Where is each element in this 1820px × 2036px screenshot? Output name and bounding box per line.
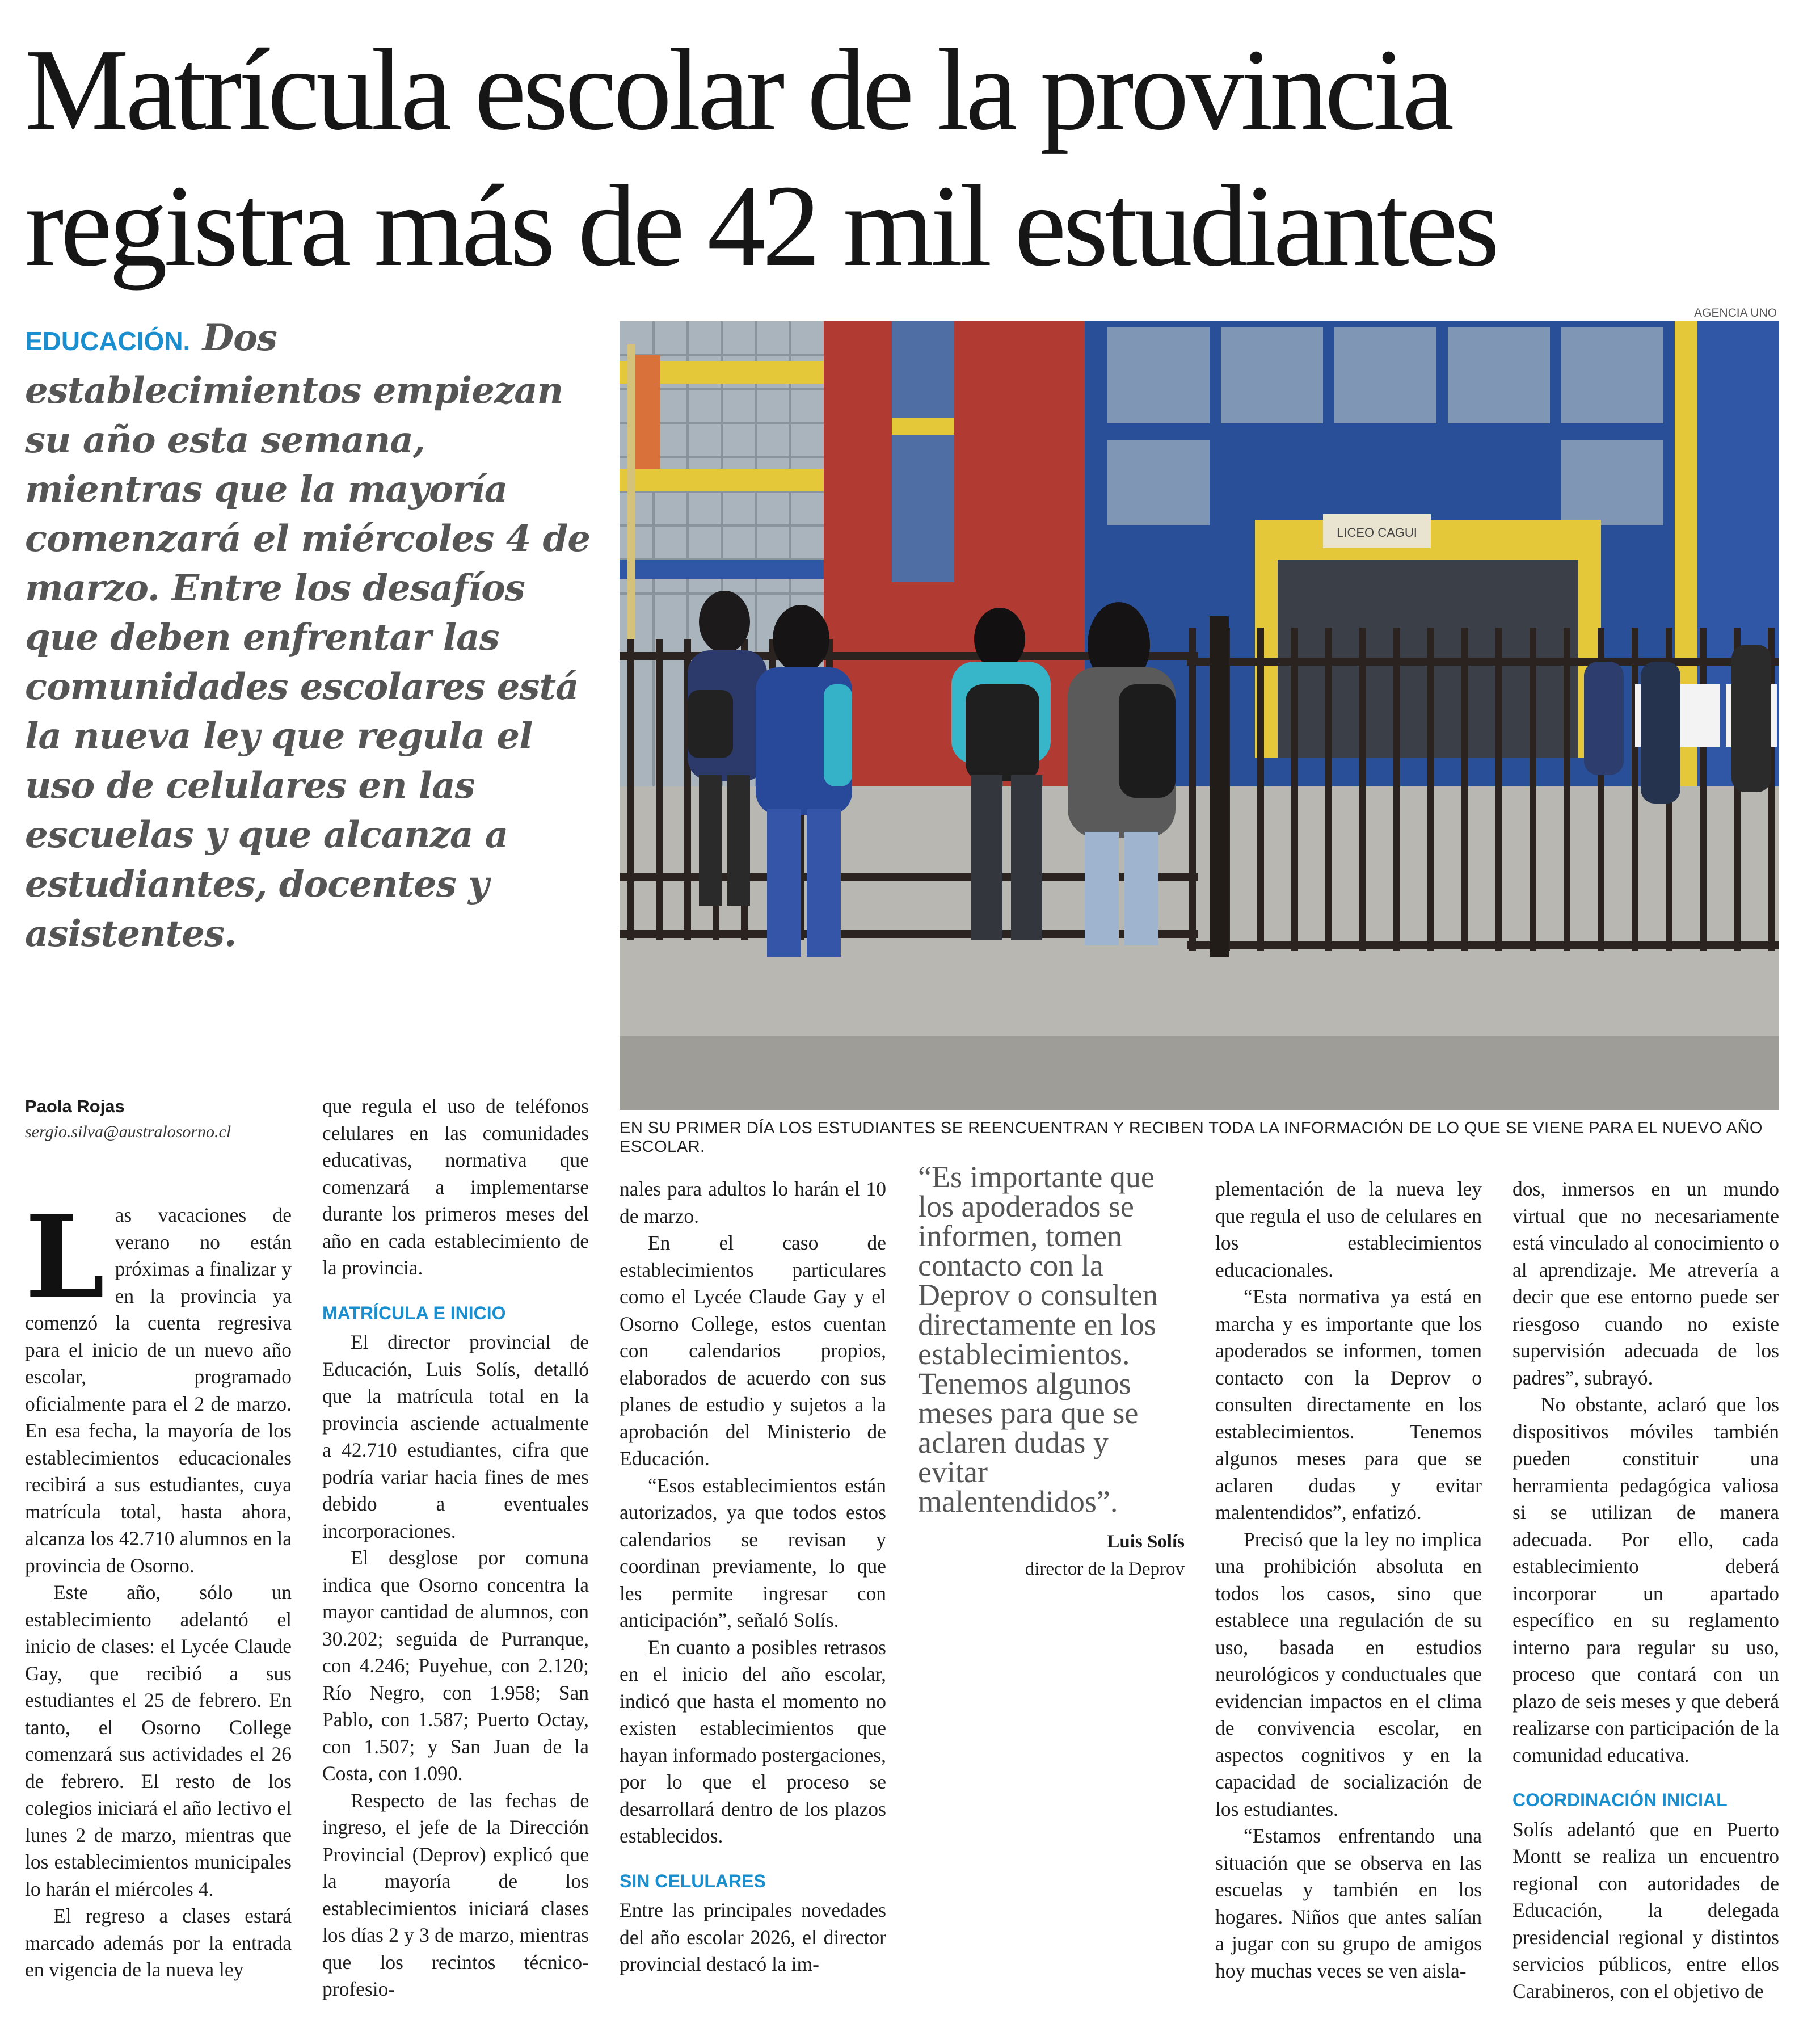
subheading-matricula: MATRÍCULA E INICIO bbox=[322, 1302, 506, 1323]
author-name: Paola Rojas bbox=[25, 1096, 125, 1116]
quote-author: Luis Solís bbox=[1107, 1532, 1185, 1552]
paragraph: Este año, sólo un establecimiento adelantó el inicio de clases: el Lycée Claude Gay, que recibió a sus estudiantes el 25 de febrero. En tanto, el Osorno College comenzará sus actividades el 26 de febrero. El resto de los colegios iniciará el año lectivo el lunes 2 de marzo, mientras que los establecimientos municipales lo harán el miércoles 4. bbox=[25, 1581, 292, 1900]
headline-line-1: Matrícula escolar de la provincia bbox=[25, 24, 1451, 154]
paragraph: En el caso de establecimientos particulares como el Lycée Claude Gay y el Osorno College, estos cuentan con calendarios propios, elaborados de acuerdo con sus planes de estudio y sujetos a la aprobación del Ministerio de Educación. bbox=[620, 1231, 886, 1470]
section-kicker: EDUCACIÓN. bbox=[25, 326, 191, 356]
paragraph: El director provincial de Educación, Luis Solís, detalló que la matrícula total en la provincia asciende actualmente a 42.710 estudiantes, cifra que podría variar hacia fines de mes debido a eventuales incorporaciones. bbox=[322, 1331, 589, 1542]
headline-line-2: registra más de 42 mil estudiantes bbox=[25, 161, 1497, 291]
entrance-sign: LICEO CAGUI bbox=[1337, 525, 1417, 540]
paragraph bbox=[25, 1191, 292, 1579]
pull-quote: “Es importante que los apoderados se informen, tomen contacto con la Deprov o consulten directamente en los establecimientos. Tenemos algunos meses para que se aclaren dudas y evitar malentendidos”. bbox=[918, 1160, 1158, 1518]
author-email: sergio.silva@australosorno.cl bbox=[25, 1122, 231, 1141]
drop-cap: L bbox=[25, 1191, 105, 1324]
school-photo-illustration bbox=[620, 321, 1779, 1110]
paragraph-text: as vacaciones de verano no están próximas a finalizar y en la provincia ya comenzó la cuenta regresiva para el inicio de un nuevo año escolar, programado oficialmente para el 2 de marzo. En esa fecha, la mayoría de los establecimientos educacionales recibirá a sus estudiantes, cuya matrícula total, hasta ahora, alcanza los 42.710 alumnos en la provincia de Osorno. bbox=[25, 1204, 292, 1577]
quote-author-role: director de la Deprov bbox=[1025, 1559, 1185, 1579]
subheading-sin-celulares: SIN CELULARES bbox=[620, 1870, 766, 1891]
paragraph: El regreso a clases estará marcado además por la entrada en vigencia de la nueva ley bbox=[25, 1904, 292, 1981]
paragraph: nales para adultos lo harán el 10 de marzo. bbox=[620, 1177, 886, 1227]
paragraph: El desglose por comuna indica que Osorno concentra la mayor cantidad de alumnos, con 30.202; seguida de Purranque, con 4.246; Puyehue, con 2.120; Río Negro, con 1.958; San Pablo, con 1.587; Puerto Octay, con 1.507; y San Juan de la Costa, con 1.090. bbox=[322, 1546, 589, 1785]
school-photo bbox=[620, 321, 1779, 1110]
paragraph: En cuanto a posibles retrasos en el inicio del año escolar, indicó que hasta el momento no existen establecimientos que hayan informado postergaciones, por lo que el proceso se desarrollará dentro de los plazos establecidos. bbox=[620, 1635, 886, 1847]
paragraph: “Estamos enfrentando una situación que se observa en las escuelas y también en los hogares. Niños que antes salían a jugar con su grupo de amigos hoy muchas veces se ven aisla- bbox=[1215, 1824, 1482, 1982]
paragraph: Solís adelantó que en Puerto Montt se realiza un encuentro regional con autoridades de Educación, la delegada presidencial regional y distintos servicios públicos, entre ellos Carabineros, con el objetivo de bbox=[1513, 1818, 1779, 2003]
headline bbox=[25, 22, 1801, 294]
article-column-3 bbox=[620, 1176, 886, 1978]
deck-text: Dos establecimientos empiezan su año esta semana, mientras que la mayoría comenzará el miércoles 4 de marzo. Entre los desafíos que deben enfrentar las comunidades escolares está la nueva ley que regula el uso de celulares en las escuelas y que alcanza a estudiantes, docentes y asistentes. bbox=[25, 317, 590, 955]
paragraph: Entre las principales novedades del año escolar 2026, el director provincial destacó la im- bbox=[620, 1899, 886, 1975]
article-column-6 bbox=[1513, 1176, 1779, 2005]
paragraph: No obstante, aclaró que los dispositivos móviles también pueden constituir una herramienta pedagógica valiosa si se utilizan de manera adecuada. Por ello, cada establecimiento deberá incorporar un apartado específico en su reglamento interno para regular su uso, proceso que contará con un plazo de seis meses y que deberá realizarse con participación de la comunidad educativa. bbox=[1513, 1393, 1779, 1766]
article-column-2 bbox=[322, 1093, 589, 2003]
paragraph: dos, inmersos en un mundo virtual que no necesariamente está vinculado al conocimiento o al aprendizaje. Me atrevería a decir que ese entorno puede ser riesgoso cuando no existe supervisión adecuada de los padres”, subrayó. bbox=[1513, 1177, 1779, 1389]
paragraph: “Esos establecimientos están autorizados, ya que todos estos calendarios se revisan y coordinan previamente, lo que les permite ingresar con anticipación”, señaló Solís. bbox=[620, 1474, 886, 1631]
article-column-1 bbox=[25, 1191, 292, 1984]
subheading-coordinacion: COORDINACIÓN INICIAL bbox=[1513, 1790, 1728, 1810]
paragraph: Precisó que la ley no implica una prohibición absoluta en todos los casos, sino que establece una regulación de su uso, basada en estudios neurológicos y conductuales que evidencian impactos en el clima de convivencia escolar, en aspectos cognitivos y en la capacidad de socialización de los estudiantes. bbox=[1215, 1528, 1482, 1820]
deck bbox=[25, 313, 592, 958]
paragraph: Respecto de las fechas de ingreso, el jefe de la Dirección Provincial (Deprov) explicó que la mayoría de los establecimientos iniciará clases los días 2 y 3 de marzo, mientras que los recintos técnico-profesio- bbox=[322, 1789, 589, 2000]
photo-credit: AGENCIA UNO bbox=[1694, 306, 1777, 319]
photo-caption: EN SU PRIMER DÍA LOS ESTUDIANTES SE REENCUENTRAN Y RECIBEN TODA LA INFORMACIÓN DE LO QUE SE VIENE PARA EL NUEVO AÑO ESCOLAR. bbox=[620, 1119, 1763, 1156]
paragraph: “Esta normativa ya está en marcha y es importante que los apoderados se informen, tomen contacto con la Deprov o consulten directamente en los establecimientos. Tenemos algunos meses para que se aclaren dudas y evitar malentendidos”, enfatizó. bbox=[1215, 1285, 1482, 1524]
byline bbox=[25, 1096, 292, 1142]
paragraph: plementación de la nueva ley que regula el uso de celulares en los establecimientos educacionales. bbox=[1215, 1177, 1482, 1281]
article-column-5 bbox=[1215, 1176, 1482, 1984]
pull-quote-attribution bbox=[918, 1528, 1185, 1583]
paragraph: que regula el uso de teléfonos celulares en las comunidades educativas, normativa que comenzará a implementarse durante los primeros meses del año en cada establecimiento de la provincia. bbox=[322, 1095, 589, 1279]
